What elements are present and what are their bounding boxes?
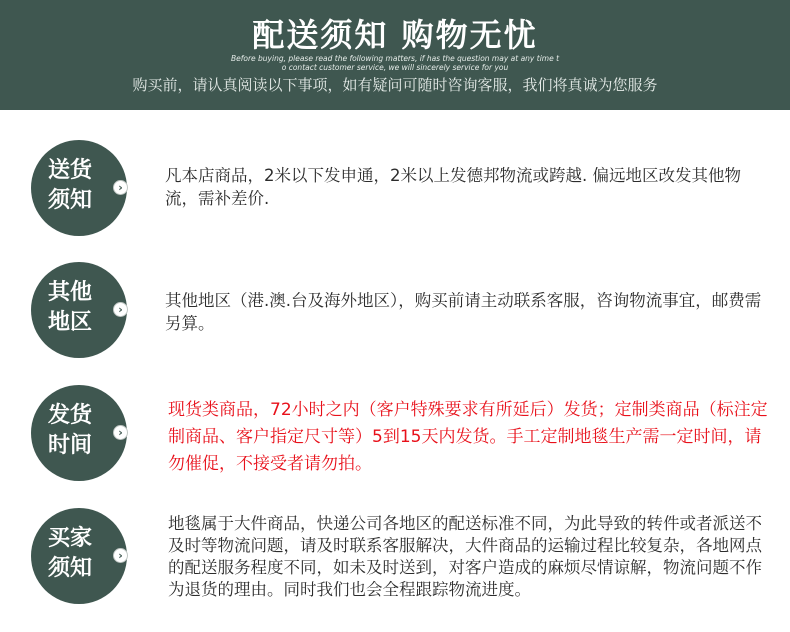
section-badge [31,385,127,481]
english-subtitle-line-2: o contact customer service, we will sincerely service for you [281,63,509,72]
badge-label-line-2: 时间 [47,433,92,458]
chevron-right-icon: › [113,180,128,195]
section-text: 地毯属于大件商品，快递公司各地区的配送标准不同，为此导致的转件或者派送不及时等物流问题，请及时联系客服解决，大件商品的运输过程比较复杂，各地网点的配送服务程度不同，如未及时送到，对客户造成的麻烦尽情谅解，物流问题不作为退货的理由。同时我们也会全程跟踪物流进度。 [168,514,762,599]
chinese-subtitle: 购买前，请认真阅读以下事项，如有疑问可随时咨询客服，我们将真诚为您服务 [132,76,658,94]
chevron-right-icon: › [113,425,128,440]
section-badge [31,262,127,358]
badge-label-line-1: 发货 [47,403,92,428]
badge-label-line-1: 送货 [47,158,92,183]
section-badge [31,140,127,236]
section-text: 其他地区（港.澳.台及海外地区），购买前请主动联系客服，咨询物流事宜，邮费需另算。 [165,291,762,333]
section-text: 现货类商品，72小时之内（客户特殊要求有所延后）发货；定制类商品（标注定制商品、客户指定尺寸等）5到15天内发货。手工定制地毯生产需一定时间，请勿催促，不接受者请勿拍。 [168,400,768,474]
chevron-right-icon: › [113,548,128,563]
badge-label-line-2: 须知 [47,556,92,581]
english-subtitle-line-1: Before buying, please read the following matters, if has the question may at any time t [230,54,560,63]
chevron-right-icon: › [113,302,128,317]
badge-label-line-2: 地区 [47,310,92,335]
header-banner [0,0,790,110]
section-badge [31,508,127,604]
badge-label-line-1: 其他 [47,280,92,305]
badge-label-line-2: 须知 [47,188,92,213]
section-text: 凡本店商品，2米以下发申通，2米以上发德邦物流或跨越. 偏远地区改发其他物流，需补差价. [165,166,741,208]
english-subtitle [230,54,560,72]
badge-label-line-1: 买家 [47,526,92,551]
page-title: 配送须知 购物无忧 [252,16,538,54]
